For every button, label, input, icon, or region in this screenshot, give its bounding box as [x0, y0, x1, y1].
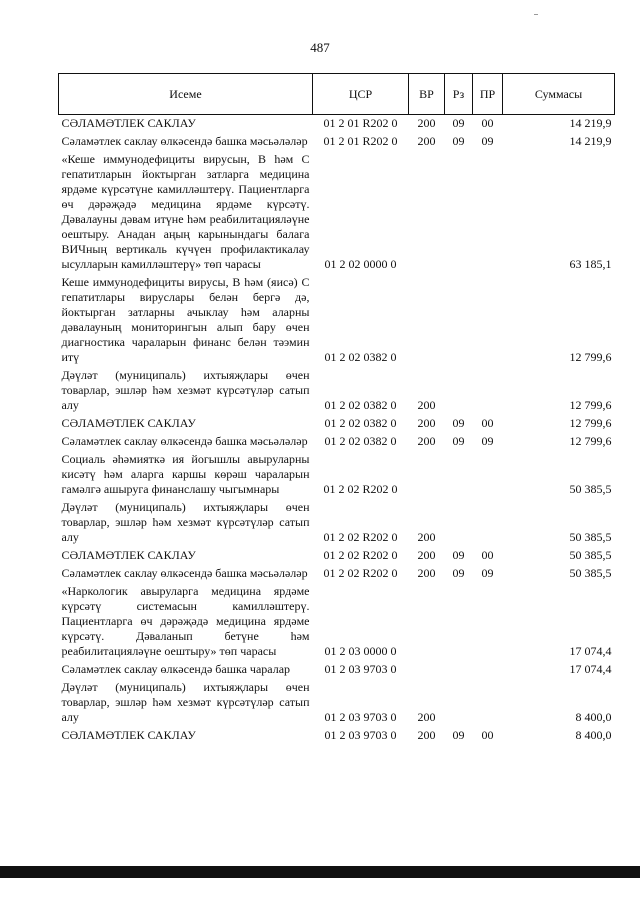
- cell-vr: 200: [417, 548, 436, 562]
- header-sum: Суммасы: [503, 74, 615, 115]
- cell-pr: [473, 365, 503, 413]
- cell-pr: 00: [481, 416, 494, 430]
- cell-sum: 12 799,6: [569, 416, 612, 430]
- cell-sum: 50 385,5: [569, 482, 612, 496]
- cell-rz: [445, 449, 473, 497]
- cell-csr: 01 2 03 9703 0: [324, 662, 397, 676]
- cell-rz: 09: [452, 134, 465, 148]
- bottom-scan-border: [0, 866, 640, 878]
- cell-csr: 01 2 03 9703 0: [324, 710, 397, 724]
- cell-csr: 01 2 02 0382 0: [324, 434, 397, 448]
- cell-name: Дәүләт (муниципаль) ихтыяҗлары өчен товарлар, эшләр һәм хезмәт күрсәтүләр сатып алу: [61, 500, 310, 544]
- header-csr: ЦСР: [313, 74, 409, 115]
- cell-pr: 00: [481, 548, 494, 562]
- cell-name: «Кеше иммунодефициты вирусын, B һәм C гепатитларын йоктырган затларга медицина ярдәме күрсәтүне камилләштерү. Пациентларга өч дәрәҗәдә медицина ярдәме күрсәтү. Дәвалауны дәвам итүне һәм реабилитацияләүне оештыру. Анадан аңың карынындагы балага ВИЧның вертикаль күчүен профилактикалау ысулларын камилләштерү» төп чарасы: [61, 152, 310, 271]
- cell-name: СӘЛАМӘТЛЕК САКЛАУ: [61, 728, 196, 742]
- cell-rz: 09: [452, 548, 465, 562]
- header-name: Исеме: [59, 74, 313, 115]
- table-header-row: [59, 74, 615, 115]
- cell-rz: [445, 272, 473, 365]
- cell-csr: 01 2 02 0000 0: [324, 257, 397, 271]
- table-row: [59, 497, 615, 545]
- cell-sum: 12 799,6: [569, 350, 612, 364]
- header-rz: Рз: [445, 74, 473, 115]
- header-pr: ПР: [473, 74, 503, 115]
- cell-csr: 01 2 02 R202 0: [323, 566, 398, 580]
- cell-vr: [409, 581, 445, 659]
- cell-vr: [409, 449, 445, 497]
- table-row: [59, 581, 615, 659]
- cell-csr: 01 2 01 R202 0: [313, 115, 409, 132]
- table-row: [59, 545, 615, 563]
- cell-sum: 50 385,5: [569, 530, 612, 544]
- table-row: [59, 365, 615, 413]
- cell-pr: [473, 581, 503, 659]
- cell-name: «Наркологик авыруларга медицина ярдәме күрсәтү системасын камилләштерү. Пациентларга өч дәрәҗәдә медицина ярдәме күрсәтү. Дәваланып бетүне һәм реабилитацияләүне оештыру» төп чарасы: [61, 584, 310, 658]
- cell-vr: 200: [417, 710, 436, 724]
- table-row: [59, 449, 615, 497]
- cell-pr: 00: [473, 115, 503, 132]
- cell-name: Кеше иммунодефициты вирусы, B һәм (яисә) C гепатитлары вируслары белән бергә дә, йоктырган затларны ачыклау һәм аларны дәвалауның мониторингын алып бару өчен диагностика чараларын финанс белән тәэмин итү: [61, 275, 310, 364]
- cell-pr: [473, 659, 503, 677]
- cell-sum: 8 400,0: [575, 710, 612, 724]
- cell-pr: 09: [481, 134, 494, 148]
- cell-sum: 8 400,0: [575, 728, 612, 742]
- cell-vr: 200: [417, 416, 436, 430]
- table-row: [59, 677, 615, 725]
- cell-name: Сәламәтлек саклау өлкәсендә башка мәсьәләләр: [61, 134, 308, 148]
- cell-vr: 200: [417, 530, 436, 544]
- cell-pr: [473, 677, 503, 725]
- cell-csr: 01 2 01 R202 0: [323, 134, 398, 148]
- cell-csr: 01 2 02 R202 0: [323, 530, 398, 544]
- cell-vr: 200: [417, 134, 436, 148]
- cell-rz: [445, 581, 473, 659]
- cell-pr: [473, 449, 503, 497]
- cell-sum: 17 074,4: [569, 662, 612, 676]
- cell-rz: [445, 149, 473, 272]
- table-row: [59, 131, 615, 149]
- cell-csr: 01 2 02 0382 0: [324, 398, 397, 412]
- cell-name: Сәламәтлек саклау өлкәсендә башка мәсьәләләр: [61, 434, 308, 448]
- cell-pr: [473, 497, 503, 545]
- cell-sum: 12 799,6: [569, 434, 612, 448]
- cell-vr: 200: [417, 434, 436, 448]
- cell-vr: 200: [409, 115, 445, 132]
- cell-rz: 09: [452, 728, 465, 742]
- table-row: [59, 431, 615, 449]
- cell-rz: [445, 659, 473, 677]
- cell-pr: [473, 272, 503, 365]
- cell-pr: 09: [481, 434, 494, 448]
- cell-name: Дәүләт (муниципаль) ихтыяҗлары өчен товарлар, эшләр һәм хезмәт күрсәтүләр сатып алу: [61, 368, 310, 412]
- cell-sum: 50 385,5: [569, 566, 612, 580]
- cell-name: Сәламәтлек саклау өлкәсендә башка мәсьәләләр: [61, 566, 308, 580]
- cell-name: СӘЛАМӘТЛЕК САКЛАУ: [61, 548, 196, 562]
- cell-csr: 01 2 02 R202 0: [323, 548, 398, 562]
- cell-vr: [409, 149, 445, 272]
- cell-name: СӘЛАМӘТЛЕК САКЛАУ: [61, 416, 196, 430]
- cell-sum: 50 385,5: [569, 548, 612, 562]
- table-row: [59, 413, 615, 431]
- cell-csr: 01 2 02 R202 0: [323, 482, 398, 496]
- cell-rz: 09: [445, 115, 473, 132]
- cell-sum: 14 219,9: [503, 115, 615, 132]
- table-row: [59, 725, 615, 743]
- cell-vr: 200: [417, 728, 436, 742]
- cell-rz: [445, 677, 473, 725]
- table-row: [59, 149, 615, 272]
- table-row: [59, 563, 615, 581]
- cell-rz: [445, 497, 473, 545]
- cell-rz: 09: [452, 416, 465, 430]
- budget-table: [58, 73, 615, 743]
- cell-csr: 01 2 02 0382 0: [324, 350, 397, 364]
- cell-rz: 09: [452, 434, 465, 448]
- cell-sum: 63 185,1: [569, 257, 612, 271]
- cell-pr: 00: [481, 728, 494, 742]
- header-vr: ВР: [409, 74, 445, 115]
- scan-mark: [534, 14, 538, 15]
- cell-vr: [409, 272, 445, 365]
- cell-sum: 12 799,6: [569, 398, 612, 412]
- cell-sum: 17 074,4: [569, 644, 612, 658]
- table-row: [59, 659, 615, 677]
- cell-vr: [409, 659, 445, 677]
- cell-name: Сәламәтлек саклау өлкәсендә башка чаралар: [61, 662, 291, 676]
- cell-rz: 09: [452, 566, 465, 580]
- cell-vr: 200: [417, 398, 436, 412]
- cell-rz: [445, 365, 473, 413]
- cell-name: СӘЛАМӘТЛЕК САКЛАУ: [59, 115, 313, 132]
- cell-name: Дәүләт (муниципаль) ихтыяҗлары өчен товарлар, эшләр һәм хезмәт күрсәтүләр сатып алу: [61, 680, 310, 724]
- cell-pr: 09: [481, 566, 494, 580]
- table-row: [59, 272, 615, 365]
- cell-csr: 01 2 03 9703 0: [324, 728, 397, 742]
- cell-csr: 01 2 03 0000 0: [324, 644, 397, 658]
- cell-pr: [473, 149, 503, 272]
- page-number: 487: [310, 40, 330, 55]
- cell-vr: 200: [417, 566, 436, 580]
- cell-csr: 01 2 02 0382 0: [324, 416, 397, 430]
- cell-sum: 14 219,9: [569, 134, 612, 148]
- cell-name: Социаль әһәмияткә ия йогышлы авыруларны кисәтү һәм аларга каршы көрәш чараларын гамәлгә ашыруга финанслашу чыгымнары: [61, 452, 310, 496]
- table-row: [59, 115, 615, 132]
